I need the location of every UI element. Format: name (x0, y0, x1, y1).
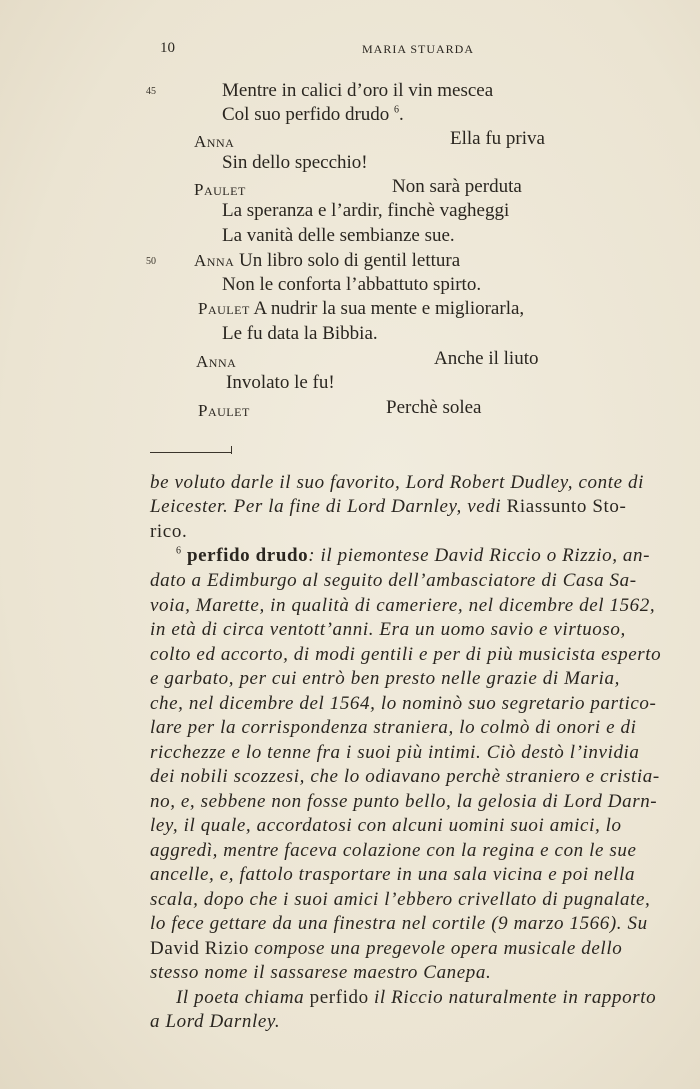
verse-line: Non le conforta l’abbattuto spirto. (222, 274, 482, 295)
footnote-line: dato a Edimburgo al seguito dell’ambasciatore di Casa Sa- (150, 570, 637, 591)
speaker-name: Anna (194, 251, 235, 270)
verse-text: Un libro solo di gentil lettura (239, 250, 461, 271)
verse-number-50: 50 (146, 256, 156, 267)
footnote-text: Leicester. Per la fine di Lord Darnley, vedi (150, 496, 502, 517)
footnote-line: in età di circa ventott’anni. Era un uomo savio e virtuoso, (150, 619, 626, 640)
footnote-line: rico. (150, 521, 188, 542)
speaker-name: Anna (194, 132, 235, 151)
speaker-name: Paulet (198, 299, 250, 318)
page-number: 10 (160, 40, 175, 56)
footnote-line (150, 938, 622, 960)
verse-line: Perchè solea (386, 397, 482, 418)
footnote-text: Riassunto Sto- (506, 496, 627, 517)
speaker-name: Anna (196, 352, 237, 371)
footnote-line: scala, dopo che i suoi amici l’ebbero crivellato di pugnalate, (150, 889, 651, 910)
footnote-text: : il piemontese David Riccio o Rizzio, an- (308, 545, 651, 566)
verse-line: La vanità delle sembianze sue. (222, 225, 455, 246)
footnote-line: lare per la corrispondenza straniera, lo colmò di onori e di (150, 717, 637, 738)
footnote-line: a Lord Darnley. (150, 1011, 281, 1032)
verse-line (194, 250, 460, 272)
footnote-divider-tick (231, 446, 232, 454)
verse-line: Mentre in calici d’oro il vin mescea (222, 80, 494, 101)
footnote-line: ancelle, e, fattolo trasportare in una sala vicina e poi nella (150, 864, 636, 885)
footnote-term: perfido drudo (186, 545, 309, 566)
footnote-line: stesso nome il sassarese maestro Canepa. (150, 962, 492, 983)
verse-line (222, 104, 404, 126)
footnote-line: aggredì, mentre faceva colazione con la regina e con le sue (150, 840, 637, 861)
verse-line: Le fu data la Bibbia. (222, 323, 378, 344)
footnote-line: colto ed accorto, di modi gentili e per di più musicista esperto (150, 644, 662, 665)
verse-text: . (399, 104, 404, 125)
footnote-text: Il poeta chiama (176, 987, 305, 1008)
footnote-text: David Rizio (150, 938, 249, 959)
footnote-line: voia, Marette, in qualità di cameriere, nel dicembre del 1562, (150, 595, 656, 616)
footnote-line: lo fece gettare da una finestra nel cortile (9 marzo 1566). Su (150, 913, 648, 934)
verse-line: Sin dello specchio! (222, 152, 368, 173)
verse-number-45: 45 (146, 86, 156, 97)
footnote-line: be voluto darle il suo favorito, Lord Robert Dudley, conte di (150, 472, 644, 493)
verse-text: Col suo perfido drudo (222, 104, 390, 125)
footnote-text: il Riccio naturalmente in rapporto (374, 987, 657, 1008)
footnote-line: no, e, sebbene non fosse punto bello, la gelosia di Lord Darn- (150, 791, 658, 812)
verse-line (198, 298, 524, 320)
footnote-line (176, 545, 650, 567)
footnote-marker: 6 (394, 104, 400, 116)
speaker-name: Paulet (194, 180, 246, 199)
speaker-name: Paulet (198, 401, 250, 420)
footnote-text: perfido (304, 987, 375, 1008)
verse-line: Anche il liuto (434, 348, 539, 369)
footnote-line: che, nel dicembre del 1564, lo nominò suo segretario partico- (150, 693, 657, 714)
footnote-line (176, 987, 656, 1009)
verse-line: Ella fu priva (450, 128, 545, 149)
footnote-line: e garbato, per cui entrò ben presto nelle grazie di Maria, (150, 668, 620, 689)
footnote-divider (150, 452, 232, 453)
footnote-line: ley, il quale, accordatosi con alcuni uomini suoi amici, lo (150, 815, 622, 836)
footnote-line: dei nobili scozzesi, che lo odiavano perchè straniero e cristia- (150, 766, 660, 787)
verse-line: Involato le fu! (226, 372, 335, 393)
verse-line: La speranza e l’ardir, finchè vagheggi (222, 200, 510, 221)
verse-text: A nudrir la sua mente e migliorarla, (253, 298, 525, 319)
footnote-text: compose una pregevole opera musicale dello (248, 938, 623, 959)
footnote-line: ricchezze e lo tenne fra i suoi più intimi. Ciò destò l’invidia (150, 742, 640, 763)
verse-line: Non sarà perduta (392, 176, 522, 197)
running-title: MARIA STUARDA (362, 42, 475, 56)
footnote-line (150, 496, 626, 518)
footnote-number: 6 (176, 545, 182, 557)
